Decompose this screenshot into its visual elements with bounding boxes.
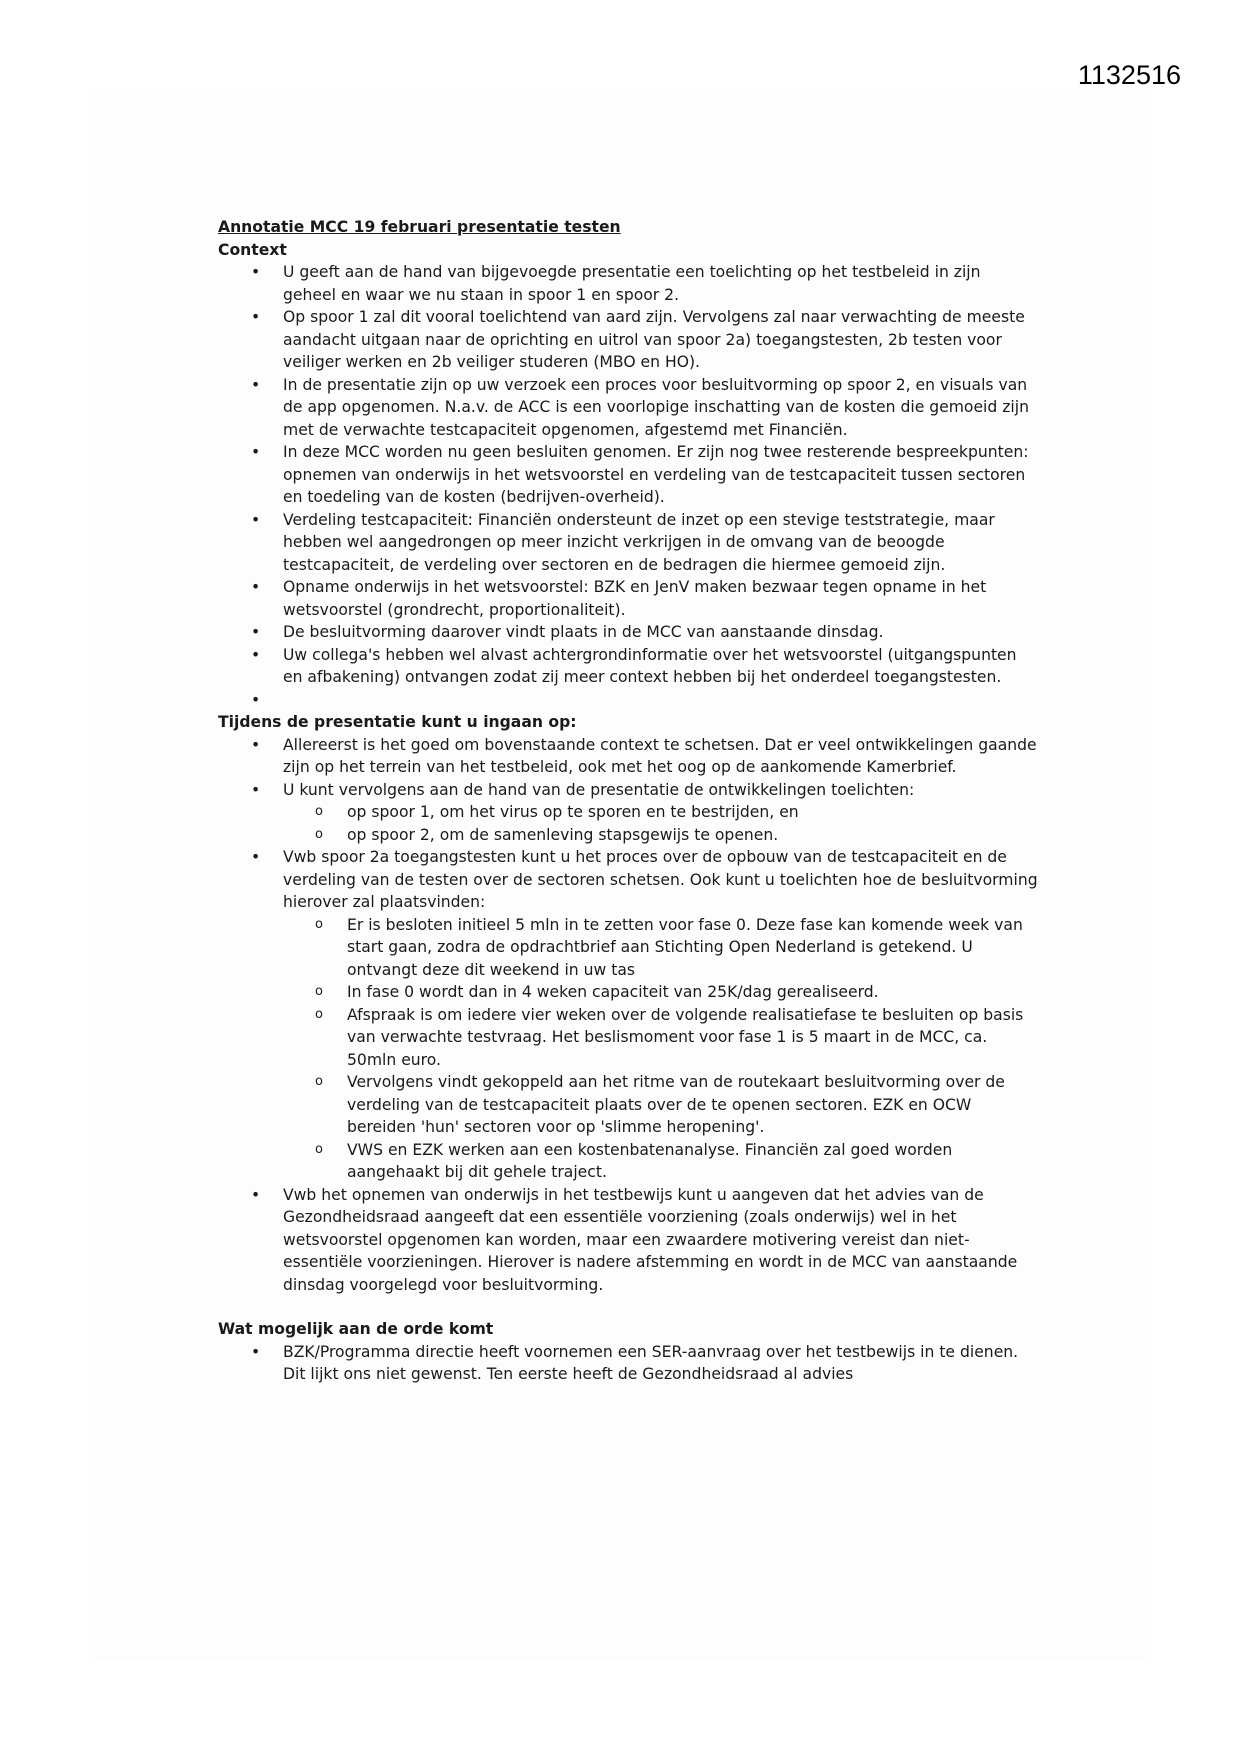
list-item: • De besluitvorming daarover vindt plaats in de MCC van aanstaande dinsdag. bbox=[283, 621, 1038, 644]
presentation-list bbox=[218, 734, 1038, 1297]
context-list bbox=[218, 261, 1038, 711]
sub-list-item: o Er is besloten initieel 5 mln in te zetten voor fase 0. Deze fase kan komende week van start gaan, zodra de opdrachtbrief aan Stichting Open Nederland is getekend. U ontvangt deze dit weekend in uw tas bbox=[347, 914, 1038, 982]
sub-list-item: o In fase 0 wordt dan in 4 weken capaciteit van 25K/dag gerealiseerd. bbox=[347, 981, 1038, 1004]
sub-list-item: o op spoor 2, om de samenleving stapsgewijs te openen. bbox=[347, 824, 1038, 847]
list-item: • In deze MCC worden nu geen besluiten genomen. Er zijn nog twee resterende bespreekpunten: opnemen van onderwijs in het wetsvoorstel en verdeling van de testcapaciteit tussen sectoren en toedeling van de kosten (bedrijven-overheid). bbox=[283, 441, 1038, 509]
sub-list bbox=[283, 801, 1038, 846]
list-item: • In de presentatie zijn op uw verzoek een proces voor besluitvorming op spoor 2, en visuals van de app opgenomen. N.a.v. de ACC is een voorlopige inschatting van de kosten die gemoeid zijn met de verwachte testcapaciteit opgenomen, afgestemd met Financiën. bbox=[283, 374, 1038, 442]
list-item: • Verdeling testcapaciteit: Financiën ondersteunt de inzet op een stevige teststrategie, maar hebben wel aangedrongen op meer inzicht verkrijgen in de omvang van de beoogde testcapaciteit, de verdeling over sectoren en de bedragen die hiermee gemoeid zijn. bbox=[283, 509, 1038, 577]
sub-list-item: o op spoor 1, om het virus op te sporen en te bestrijden, en bbox=[347, 801, 1038, 824]
list-item: • Vwb het opnemen van onderwijs in het testbewijs kunt u aangeven dat het advies van de Gezondheidsraad aangeeft dat een essentiële voorziening (zoals onderwijs) wel in het wetsvoorstel opgenomen kan worden, maar een zwaardere motivering vereist dan niet-essentiële voorzieningen. Hierover is nadere afstemming en wordt in de MCC van aanstaande dinsdag voorgelegd voor besluitvorming. bbox=[283, 1184, 1038, 1297]
list-item bbox=[283, 846, 1038, 1184]
agenda-list bbox=[218, 1341, 1038, 1386]
list-item: • U geeft aan de hand van bijgevoegde presentatie een toelichting op het testbeleid in zijn geheel en waar we nu staan in spoor 1 en spoor 2. bbox=[283, 261, 1038, 306]
agenda-heading: Wat mogelijk aan de orde komt bbox=[218, 1320, 494, 1338]
list-item: • Allereerst is het goed om bovenstaande context te schetsen. Dat er veel ontwikkelingen gaande zijn op het terrein van het testbeleid, ook met het oog op de aankomende Kamerbrief. bbox=[283, 734, 1038, 779]
sub-list bbox=[283, 914, 1038, 1184]
sub-list-item: o Vervolgens vindt gekoppeld aan het ritme van de routekaart besluitvorming over de verdeling van de testcapaciteit plaats over de te openen sectoren. EZK en OCW bereiden 'hun' sectoren voor op 'slimme heropening'. bbox=[347, 1071, 1038, 1139]
list-item: • BZK/Programma directie heeft voornemen een SER-aanvraag over het testbewijs in te dienen. Dit lijkt ons niet gewenst. Ten eerste heeft de Gezondheidsraad al advies bbox=[283, 1341, 1038, 1386]
list-item: • Opname onderwijs in het wetsvoorstel: BZK en JenV maken bezwaar tegen opname in het wetsvoorstel (grondrecht, proportionaliteit). bbox=[283, 576, 1038, 621]
presentation-heading: Tijdens de presentatie kunt u ingaan op: bbox=[218, 713, 577, 731]
section-spacer bbox=[218, 1296, 1038, 1318]
document-number: 1132516 bbox=[1077, 60, 1181, 90]
list-item-text: U kunt vervolgens aan de hand van de presentatie de ontwikkelingen toelichten: bbox=[283, 780, 915, 799]
list-item: • Op spoor 1 zal dit vooral toelichtend van aard zijn. Vervolgens zal naar verwachting de meeste aandacht uitgaan naar de oprichting en uitrol van spoor 2a) toegangstesten, 2b testen voor veiliger werken en 2b veiliger studeren (MBO en HO). bbox=[283, 306, 1038, 374]
list-item-text: Vwb spoor 2a toegangstesten kunt u het proces over de opbouw van de testcapaciteit en de verdeling van de testen over de sectoren schetsen. Ook kunt u toelichten hoe de besluitvorming hierover zal plaatsvinden: bbox=[283, 848, 1038, 911]
document-title: Annotatie MCC 19 februari presentatie testen bbox=[218, 218, 621, 236]
sub-list-item: o VWS en EZK werken aan een kostenbatenanalyse. Financiën zal goed worden aangehaakt bij dit gehele traject. bbox=[347, 1139, 1038, 1184]
empty-list-item bbox=[283, 689, 1038, 712]
context-heading: Context bbox=[218, 240, 287, 259]
sub-list-item: o Afspraak is om iedere vier weken over de volgende realisatiefase te besluiten op basis van verwachte testvraag. Het beslismoment voor fase 1 is 5 maart in de MCC, ca. 50mln euro. bbox=[347, 1004, 1038, 1072]
document-body bbox=[218, 216, 1038, 1386]
list-item bbox=[283, 779, 1038, 847]
list-item: • Uw collega's hebben wel alvast achtergrondinformatie over het wetsvoorstel (uitgangspunten en afbakening) ontvangen zodat zij meer context hebben bij het onderdeel toegangstesten. bbox=[283, 644, 1038, 689]
